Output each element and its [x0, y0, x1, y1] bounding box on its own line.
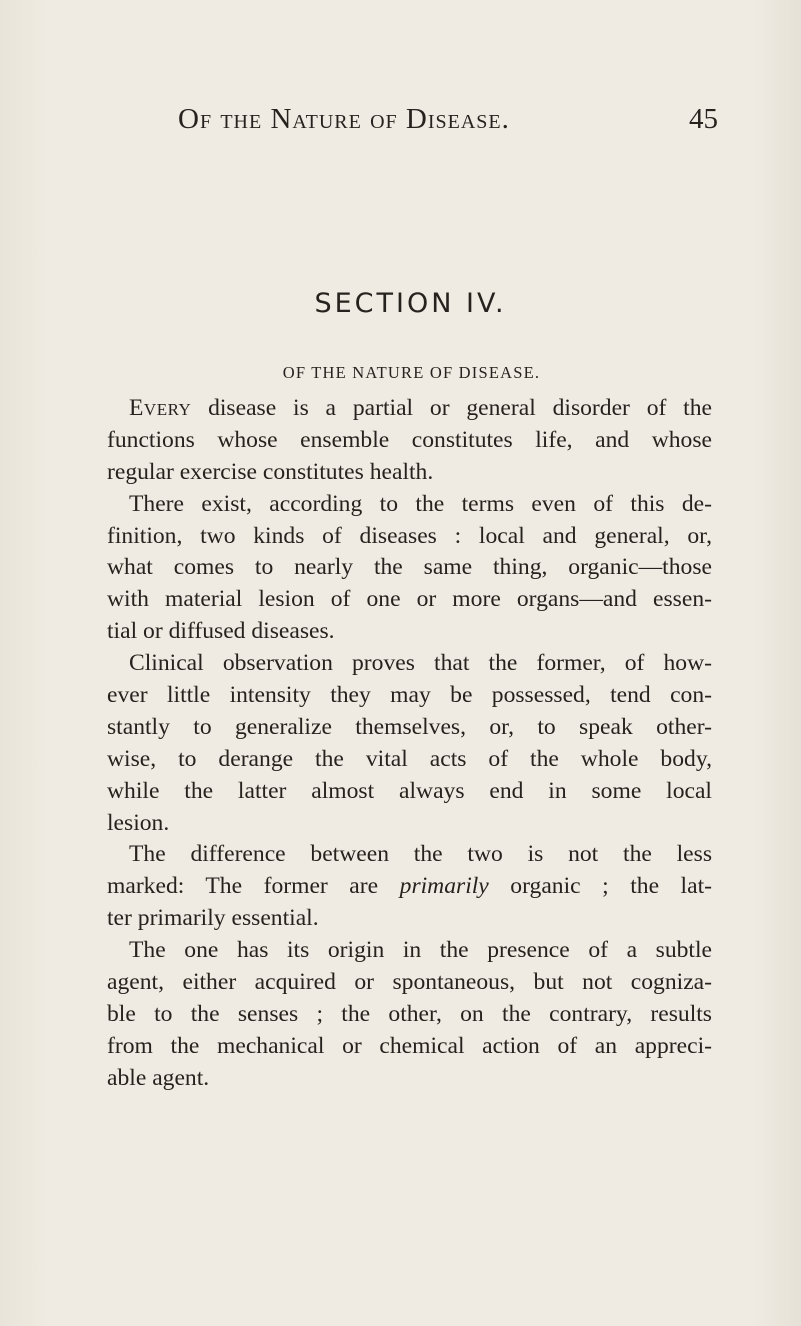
section-subtitle: OF THE NATURE OF DISEASE.	[282, 363, 541, 382]
line-text: ble to the senses ; the other, on the contrary, results	[107, 1000, 712, 1027]
line-text: marked: The former are	[107, 873, 400, 900]
line-text: what comes to nearly the same thing, organic—those	[107, 554, 712, 581]
line-text: Clinical observation proves that the former, of how-	[129, 650, 712, 677]
section-heading: SECTION IV.	[314, 288, 507, 319]
text-line	[107, 393, 712, 425]
body-text	[107, 393, 712, 1095]
text-line	[107, 521, 712, 553]
line-text: ever little intensity they may be possessed, tend con-	[107, 682, 712, 709]
paragraph	[107, 393, 712, 489]
running-head	[0, 103, 801, 143]
text-line	[107, 489, 712, 521]
text-line	[107, 744, 712, 776]
line-text: tial or diffused diseases.	[107, 618, 335, 645]
text-line	[107, 967, 712, 999]
running-title-part: Nature	[270, 103, 362, 135]
text-line	[107, 871, 712, 903]
line-text: with material lesion of one or more organs—and essen-	[107, 586, 712, 613]
text-line	[107, 584, 712, 616]
emphasis-text: primarily	[399, 873, 489, 900]
paragraph	[107, 839, 712, 935]
paragraph	[107, 489, 712, 648]
text-line	[107, 935, 712, 967]
line-text: regular exercise constitutes health.	[107, 458, 434, 485]
line-text: ter primarily essential.	[107, 905, 319, 932]
line-text: functions whose ensemble constitutes life, and whose	[107, 426, 712, 453]
text-line	[107, 903, 712, 935]
line-text: able agent.	[107, 1064, 210, 1091]
line-text: The difference between the two is not the less	[129, 841, 712, 868]
line-text: finition, two kinds of diseases : local and general, or,	[107, 522, 712, 549]
paragraph	[107, 648, 712, 839]
text-line	[107, 648, 712, 680]
running-title	[178, 103, 608, 136]
line-text: stantly to generalize themselves, or, to speak other-	[107, 713, 712, 740]
running-title-part: Of the	[178, 103, 271, 135]
line-text: disease is a partial or general disorder of the	[191, 395, 712, 421]
line-text: The one has its origin in the presence of a subtle	[129, 937, 712, 964]
text-line	[107, 616, 712, 648]
running-title-part: of	[361, 103, 406, 135]
page-number: 45	[689, 103, 718, 135]
drop-lead-word: Every	[129, 395, 192, 421]
line-text: agent, either acquired or spontaneous, but not cogniza-	[107, 969, 712, 996]
paragraph	[107, 935, 712, 1094]
line-text: organic ; the lat-	[488, 873, 712, 900]
line-text: lesion.	[107, 809, 170, 836]
text-line	[107, 999, 712, 1031]
text-line	[107, 425, 712, 457]
text-line	[107, 1031, 712, 1063]
line-text: from the mechanical or chemical action of an appreci-	[107, 1032, 712, 1059]
text-line	[107, 839, 712, 871]
running-title-part: Disease.	[405, 103, 510, 135]
text-line	[107, 1063, 712, 1095]
text-line	[107, 808, 712, 840]
text-line	[107, 552, 712, 584]
text-line	[107, 457, 712, 489]
line-text: There exist, according to the terms even of this de-	[129, 490, 712, 517]
line-text: wise, to derange the vital acts of the whole body,	[107, 745, 712, 772]
line-text: while the latter almost always end in some local	[107, 777, 712, 804]
text-line	[107, 712, 712, 744]
text-line	[107, 680, 712, 712]
text-line	[107, 776, 712, 808]
